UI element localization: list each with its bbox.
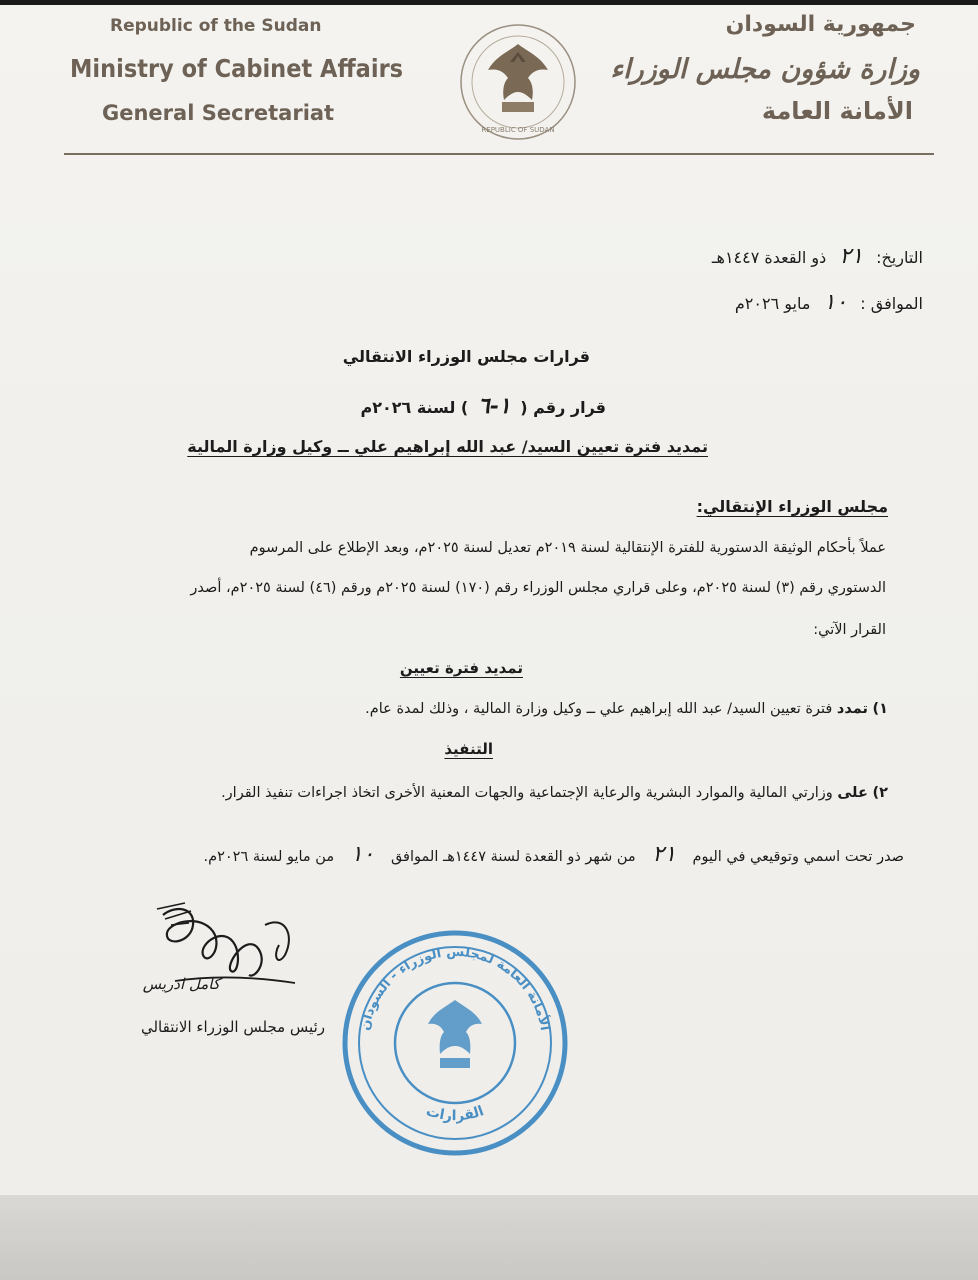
signature-name: كامل ادريس bbox=[142, 975, 220, 993]
decision-number-suffix: ) لسنة ٢٠٢٦م bbox=[360, 398, 469, 417]
decision-number bbox=[360, 393, 606, 419]
header-ar-ministry: وزارة شؤون مجلس الوزراء bbox=[610, 54, 920, 85]
item-2-verb: على bbox=[837, 785, 868, 801]
item-2 bbox=[221, 785, 888, 801]
item-1-number: ١) bbox=[872, 701, 888, 717]
item-2-text: وزارتي المالية والموارد البشرية والرعاية الإجتماعية والجهات المعنية الأخرى اتخاذ اجراءات تنفيذ القرار. bbox=[221, 785, 833, 801]
council-heading: مجلس الوزراء الإنتقالي: bbox=[696, 497, 888, 516]
section-execution-title: التنفيذ bbox=[444, 740, 493, 758]
decision-subject: تمديد فترة تعيين السيد/ عبد الله إبراهيم علي ــ وكيل وزارة المالية bbox=[187, 437, 708, 456]
decisions-title: قرارات مجلس الوزراء الانتقالي bbox=[342, 347, 590, 366]
issued-day: ٢١ bbox=[652, 842, 676, 867]
issued-line bbox=[204, 842, 905, 867]
preamble-line-2: الدستوري رقم (٣) لسنة ٢٠٢٥م، وعلى قراري مجلس الوزراء رقم (١٧٠) لسنة ٢٠٢٥م ورقم (٤٦) لسنة ٢٠٢٥م، أصدر bbox=[190, 580, 886, 596]
preamble-line-1: عملاً بأحكام الوثيقة الدستورية للفترة الإنتقالية لسنة ٢٠١٩م تعديل لسنة ٢٠٢٥م، وبعد الإطلاع على المرسوم bbox=[249, 540, 886, 556]
emblem-caption: REPUBLIC OF SUDAN bbox=[481, 126, 555, 134]
header-divider bbox=[64, 153, 934, 155]
corresponding-date-line bbox=[735, 290, 923, 315]
item-1-verb: تمدد bbox=[836, 701, 868, 717]
date-label: التاريخ: bbox=[876, 248, 923, 267]
header-ar-secretariat: الأمانة العامة bbox=[761, 97, 913, 125]
stamp-bottom-text: القرارات bbox=[424, 1103, 486, 1125]
decision-number-prefix: قرار رقم ( bbox=[520, 398, 606, 417]
corr-label: الموافق : bbox=[860, 294, 923, 313]
issued-part-3: من مايو لسنة ٢٠٢٦م. bbox=[203, 849, 335, 865]
issued-day-2: ١٠ bbox=[350, 842, 375, 867]
official-stamp bbox=[340, 928, 570, 1158]
corr-day: ١٠ bbox=[823, 290, 848, 315]
stamp-emblem-icon bbox=[428, 1000, 482, 1054]
header-en-secretariat: General Secretariat bbox=[102, 101, 335, 125]
item-1 bbox=[365, 701, 888, 717]
photo-bottom-edge bbox=[0, 1195, 978, 1280]
date-line bbox=[712, 244, 923, 269]
stamp-ring-text: الأمانة العامة لمجلس الوزراء - السودان bbox=[357, 944, 553, 1032]
header-en-republic: Republic of the Sudan bbox=[110, 16, 322, 36]
signatory-title: رئيس مجلس الوزراء الانتقالي bbox=[140, 1018, 325, 1036]
issued-part-2: من شهر ذو القعدة لسنة ١٤٤٧هـ الموافق bbox=[390, 849, 636, 865]
section-extension-title: تمديد فترة تعيين bbox=[399, 659, 523, 677]
item-2-number: ٢) bbox=[872, 785, 888, 801]
header-en-ministry: Ministry of Cabinet Affairs bbox=[70, 54, 404, 83]
corr-rest: مايو ٢٠٢٦م bbox=[734, 294, 811, 313]
sudan-emblem-icon bbox=[458, 22, 578, 142]
issued-part-1: صدر تحت اسمي وتوقيعي في اليوم bbox=[692, 849, 904, 865]
date-day: ٢١ bbox=[839, 244, 863, 269]
header-ar-republic: جمهورية السودان bbox=[725, 12, 916, 37]
preamble-line-3: القرار الآتي: bbox=[813, 622, 886, 638]
item-1-text: فترة تعيين السيد/ عبد الله إبراهيم علي ــ وكيل وزارة المالية ، وذلك لمدة عام. bbox=[365, 701, 833, 717]
date-rest: ذو القعدة ١٤٤٧هـ bbox=[711, 248, 827, 267]
decision-number-value: ١-٦ bbox=[477, 393, 511, 419]
